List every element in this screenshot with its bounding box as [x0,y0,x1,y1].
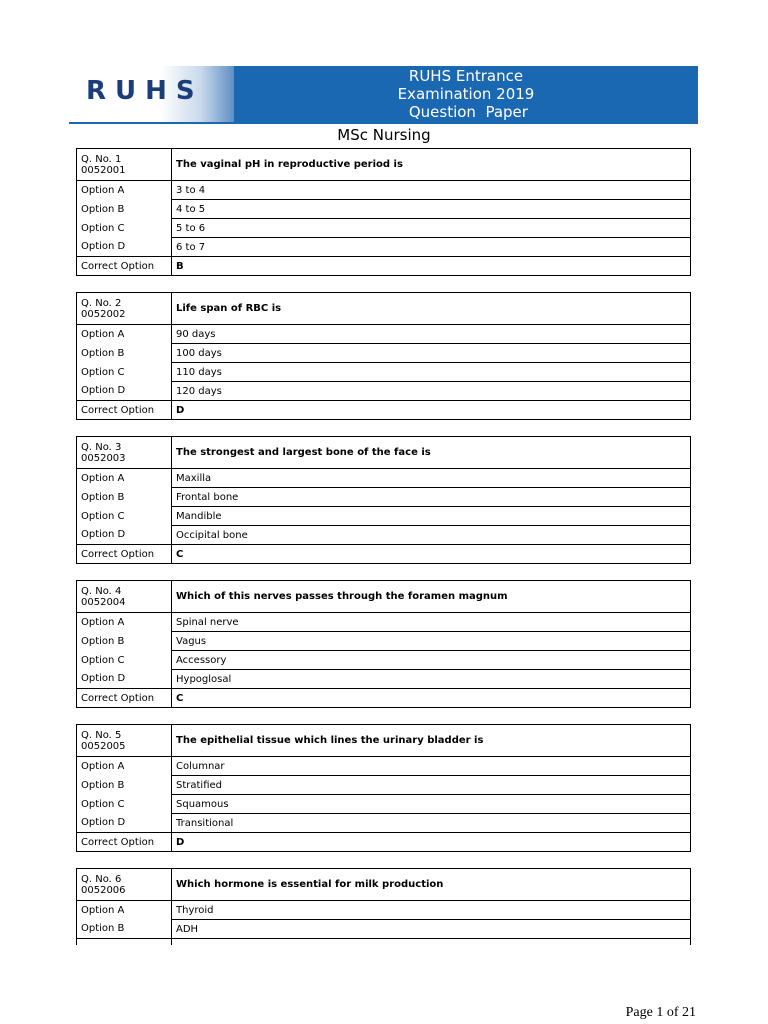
question-text: Which of this nerves passes through the foramen magnum [172,581,691,613]
header-title [234,66,698,122]
option-a-value: Columnar [172,757,691,776]
option-c-value: Mandible [172,507,691,526]
correct-option-value: D [172,401,691,420]
option-label: Option B [77,632,172,651]
correct-label: Correct Option [77,545,172,564]
header-title-line: Examination 2019 [397,85,535,103]
question-number: Q. No. 3 0052003 [77,437,172,469]
question-number: Q. No. 1 0052001 [77,149,172,181]
question-table [76,148,691,276]
question-table [76,436,691,564]
question-table [76,868,691,945]
option-label: Option D [77,238,172,257]
option-label: Option C [77,795,172,814]
question-text: The vaginal pH in reproductive period is [172,149,691,181]
option-label: Option B [77,776,172,795]
option-label: Option A [77,325,172,344]
question-number: Q. No. 6 0052006 [77,869,172,901]
subject-title: MSc Nursing [337,126,431,144]
option-label: Option C [77,651,172,670]
option-b-value: Vagus [172,632,691,651]
logo-area [69,66,234,122]
ruhs-logo: RUHS [86,76,204,106]
truncated-row [77,939,172,946]
correct-label: Correct Option [77,257,172,276]
option-label: Option D [77,382,172,401]
question-list [76,148,691,945]
question-text: Life span of RBC is [172,293,691,325]
option-a-value: 3 to 4 [172,181,691,200]
question-number: Q. No. 4 0052004 [77,581,172,613]
option-b-value: ADH [172,920,691,939]
option-label: Option C [77,507,172,526]
option-label: Option C [77,219,172,238]
option-d-value: 6 to 7 [172,238,691,257]
option-label: Option C [77,363,172,382]
header-rule [69,122,698,124]
option-label: Option B [77,200,172,219]
option-a-value: Spinal nerve [172,613,691,632]
option-a-value: Maxilla [172,469,691,488]
option-label: Option A [77,901,172,920]
header-banner [69,66,698,122]
option-label: Option A [77,613,172,632]
option-label: Option B [77,920,172,939]
option-b-value: Frontal bone [172,488,691,507]
option-label: Option B [77,488,172,507]
question-number: Q. No. 2 0052002 [77,293,172,325]
question-table [76,724,691,852]
option-label: Option A [77,181,172,200]
correct-option-value: B [172,257,691,276]
correct-label: Correct Option [77,833,172,852]
question-table [76,580,691,708]
correct-option-value: D [172,833,691,852]
option-label: Option D [77,670,172,689]
page-number: Page 1 of 21 [625,1005,696,1020]
option-d-value: Transitional [172,814,691,833]
correct-label: Correct Option [77,689,172,708]
question-number: Q. No. 5 0052005 [77,725,172,757]
option-a-value: Thyroid [172,901,691,920]
question-table [76,292,691,420]
correct-option-value: C [172,689,691,708]
option-c-value: 110 days [172,363,691,382]
correct-label: Correct Option [77,401,172,420]
option-label: Option B [77,344,172,363]
question-text: The epithelial tissue which lines the urinary bladder is [172,725,691,757]
question-text: The strongest and largest bone of the face is [172,437,691,469]
option-label: Option D [77,526,172,545]
option-label: Option A [77,469,172,488]
option-b-value: 100 days [172,344,691,363]
option-d-value: Hypoglosal [172,670,691,689]
option-c-value: 5 to 6 [172,219,691,238]
option-c-value: Accessory [172,651,691,670]
question-text: Which hormone is essential for milk production [172,869,691,901]
header-title-line: RUHS Entrance [408,67,524,85]
option-b-value: Stratified [172,776,691,795]
option-a-value: 90 days [172,325,691,344]
option-label: Option A [77,757,172,776]
option-label: Option D [77,814,172,833]
truncated-row [172,939,691,946]
option-c-value: Squamous [172,795,691,814]
correct-option-value: C [172,545,691,564]
header-title-line: Question Paper [404,103,528,121]
option-b-value: 4 to 5 [172,200,691,219]
option-d-value: Occipital bone [172,526,691,545]
option-d-value: 120 days [172,382,691,401]
